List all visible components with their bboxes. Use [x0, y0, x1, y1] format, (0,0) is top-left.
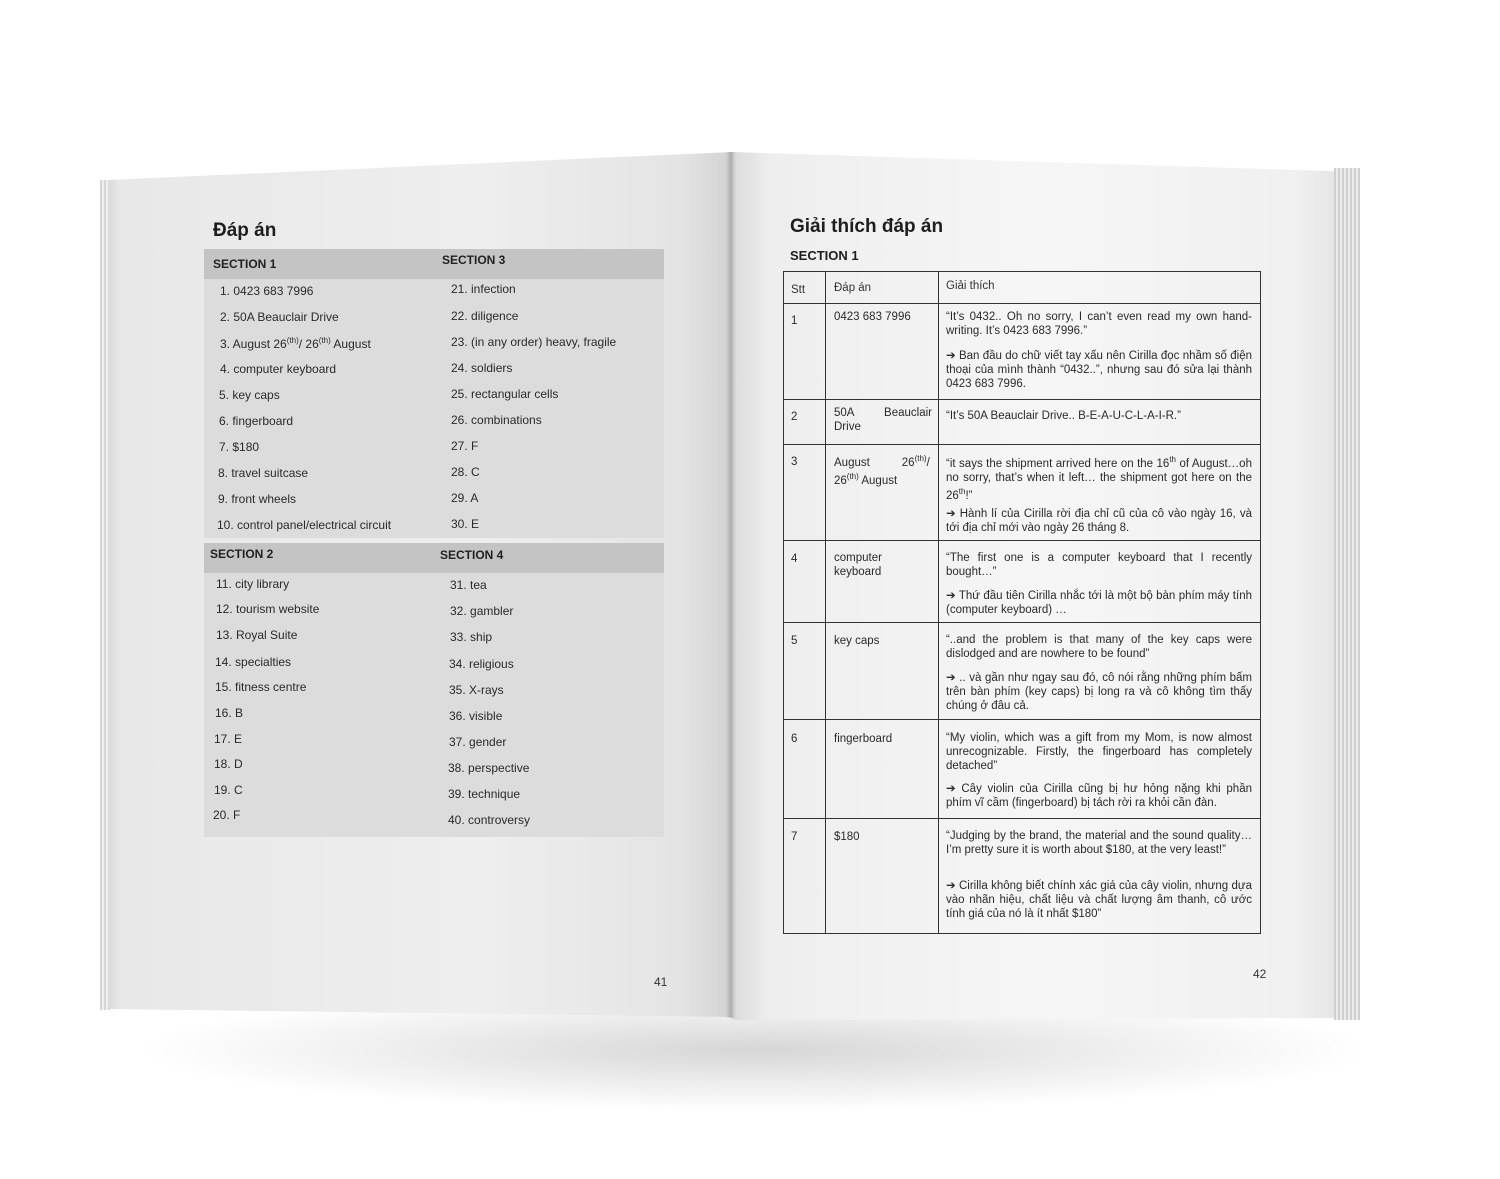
- arrow-icon: ➔: [946, 783, 956, 795]
- page-number-left: 41: [654, 975, 668, 989]
- row-quote: “Judging by the brand, the material and the sound quality… I’m pretty sure it is worth about $180, at the very least!”: [946, 830, 1252, 856]
- row-quote: “It’s 0432.. Oh no sorry, I can’t even read my own hand-writing. It’s 0423 683 7996.”: [946, 311, 1252, 337]
- row-divider: [784, 622, 1260, 623]
- answer-item: 15. fitness centre: [215, 680, 307, 694]
- section-label: SECTION 1: [790, 248, 859, 263]
- answer-item: 31. tea: [450, 578, 487, 592]
- arrow-icon: ➔: [946, 508, 956, 520]
- row-quote: “The first one is a computer keyboard that I recently bought…”: [946, 552, 1252, 578]
- answer-item: 5. key caps: [219, 388, 280, 402]
- answer-item: 2. 50A Beauclair Drive: [220, 310, 339, 324]
- row-answer: 0423 683 7996: [834, 311, 911, 323]
- explanations-title: Giải thích đáp án: [790, 216, 944, 237]
- section3-label: SECTION 3: [442, 253, 506, 267]
- answers-title: Đáp án: [213, 220, 277, 241]
- section2-label: SECTION 2: [210, 547, 274, 561]
- row-divider: [784, 303, 1260, 304]
- answer-item: 6. fingerboard: [219, 414, 294, 428]
- row-note: ➔ Hành lí của Cirilla rời địa chỉ cũ của cô vào ngày 16, và tới địa chỉ mới vào ngày 26 tháng 8.: [946, 508, 1252, 534]
- answer-item: 29. A: [451, 491, 479, 505]
- answer-item: 27. F: [451, 439, 479, 453]
- answer-item: 30. E: [451, 517, 480, 531]
- row-number: 7: [791, 831, 798, 843]
- answer-item: 37. gender: [449, 735, 507, 749]
- answer-item: 14. specialties: [215, 655, 292, 669]
- header-explanation: Giải thích: [946, 280, 995, 292]
- row-divider: [784, 540, 1260, 541]
- row-quote: “..and the problem is that many of the key caps were dislodged and are nowhere to be found”: [946, 634, 1252, 660]
- section-header-row: [204, 543, 664, 573]
- answer-item: 33. ship: [450, 630, 493, 644]
- row-number: 4: [791, 553, 798, 565]
- answer-item: 18. D: [214, 757, 243, 771]
- row-divider: [784, 399, 1260, 400]
- answer-item: 11. city library: [216, 577, 290, 591]
- row-answer: computer keyboard: [834, 552, 882, 578]
- row-quote: “it says the shipment arrived here on the 16th of August…oh no sorry, that’s when it left… the shipment got here on the 26th!”: [946, 455, 1252, 502]
- column-divider: [825, 272, 826, 933]
- answer-item: 32. gambler: [450, 604, 514, 618]
- answer-item: 7. $180: [219, 440, 260, 454]
- row-note: ➔ .. và gần như ngay sau đó, cô nói rằng những phím bấm trên bàn phím (key caps) bị long ra và cô không tìm thấy chúng ở đâu cả.: [946, 672, 1253, 712]
- header-stt: Stt: [791, 284, 806, 296]
- row-quote: “My violin, which was a gift from my Mom, is now almost unrecognizable. Firstly, the fingerboard has completely detached”: [946, 732, 1252, 772]
- explanation-table: [783, 271, 1261, 934]
- answer-item: 3. August $26^{(th)}/$ $26^{(th)}$ August: [220, 336, 371, 351]
- answer-item: 26. combinations: [451, 413, 542, 427]
- arrow-icon: ➔: [946, 350, 956, 362]
- answer-item: 13. Royal Suite: [216, 628, 298, 642]
- answer-item: 23. (in any order) heavy, fragile: [451, 335, 617, 349]
- row-number: 6: [791, 733, 798, 745]
- row-number: 1: [791, 315, 798, 327]
- answer-item: 25. rectangular cells: [451, 387, 559, 401]
- row-note: ➔ Ban đầu do chữ viết tay xấu nên Cirilla đọc nhầm số điện thoại của mình thành “0432..”, nhưng sau đó sửa lại thành 0423 683 7996.: [946, 350, 1252, 390]
- row-divider: [784, 444, 1260, 445]
- arrow-icon: ➔: [946, 880, 956, 892]
- arrow-icon: ➔: [946, 590, 956, 602]
- section-header-row: [204, 249, 664, 279]
- answer-item: 21. infection: [451, 282, 516, 296]
- row-quote: “It’s 50A Beauclair Drive.. B-E-A-U-C-L-A-I-R.”: [946, 410, 1181, 422]
- arrow-icon: ➔: [946, 672, 956, 684]
- column-divider: [938, 272, 939, 933]
- section4-label: SECTION 4: [440, 548, 504, 562]
- answer-item: 19. C: [214, 783, 243, 797]
- row-note: ➔ Cirilla không biết chính xác giá của cây violin, nhưng dựa vào nhãn hiệu, chất liệu và chất lượng âm thanh, cô ước tính giá của nó là ít nhất $180”: [946, 880, 1252, 920]
- answer-item: 1. 0423 683 7996: [220, 284, 314, 298]
- answer-item: 20. F: [213, 808, 241, 822]
- row-number: 5: [791, 635, 798, 647]
- answer-item: 22. diligence: [451, 309, 519, 323]
- page-edges-right: [1334, 168, 1360, 1020]
- answer-item: 40. controversy: [448, 813, 531, 827]
- answer-item: 38. perspective: [448, 761, 530, 775]
- answer-item: 17. E: [214, 732, 243, 746]
- answer-item: 28. C: [451, 465, 480, 479]
- row-answer: $180: [834, 831, 860, 843]
- answer-item: 16. B: [215, 706, 244, 720]
- section1-label: SECTION 1: [213, 257, 277, 271]
- answer-item: 35. X-rays: [449, 683, 504, 697]
- row-answer: 50A Beauclair Drive: [834, 407, 932, 433]
- row-note: ➔ Cây violin của Cirilla cũng bị hư hỏng nặng khi phần phím vĩ cầm (fingerboard) bị tách rời ra khỏi cần đàn.: [946, 783, 1252, 809]
- answer-item: 12. tourism website: [216, 602, 320, 616]
- row-number: 2: [791, 411, 798, 423]
- row-divider: [784, 818, 1260, 819]
- answer-item: 39. technique: [448, 787, 521, 801]
- row-number: 3: [791, 456, 798, 468]
- row-note: ➔ Thứ đầu tiên Cirilla nhắc tới là một bộ bàn phím máy tính (computer keyboard) …: [946, 590, 1252, 616]
- row-answer: fingerboard: [834, 733, 893, 745]
- row-answer: August $26^{(th)}/$ $26^{(th)}$ August: [834, 454, 930, 487]
- page-number-right: 42: [1253, 967, 1267, 981]
- header-answer: Đáp án: [834, 282, 872, 294]
- answer-item: 9. front wheels: [218, 492, 297, 506]
- answer-item: 10. control panel/electrical circuit: [217, 518, 392, 532]
- answer-item: 34. religious: [449, 657, 514, 671]
- answer-item: 36. visible: [449, 709, 503, 723]
- book-spine: [726, 152, 736, 1018]
- row-answer: key caps: [834, 635, 880, 647]
- row-divider: [784, 719, 1260, 720]
- answer-item: 4. computer keyboard: [220, 362, 337, 376]
- answer-item: 8. travel suitcase: [218, 466, 309, 480]
- answer-item: 24. soldiers: [451, 361, 513, 375]
